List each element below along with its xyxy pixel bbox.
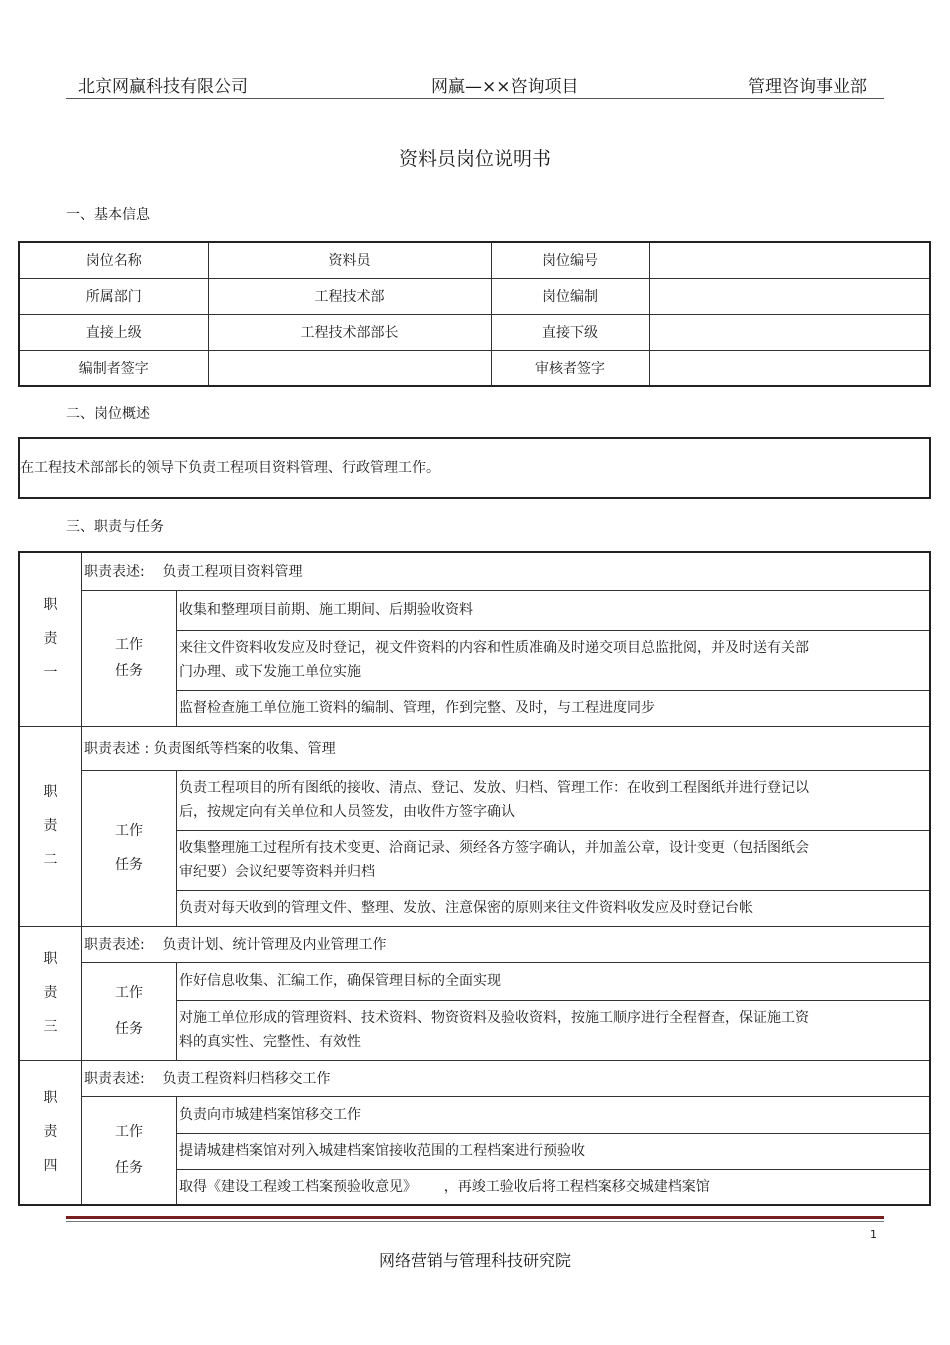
task-item [177, 830, 931, 890]
duties-table [18, 551, 931, 1206]
duty-number-char: 职 [43, 1090, 58, 1107]
task-label [82, 1096, 177, 1205]
task-item [177, 770, 931, 830]
task-label-line: 工作 [115, 985, 143, 1001]
duty-description [82, 552, 931, 590]
task-item [177, 590, 931, 630]
duty-description-label: 职责表述: [84, 564, 145, 581]
duty-number-char: 三 [43, 1019, 58, 1035]
task-text: 负责向市城建档案馆移交工作 [179, 1106, 361, 1123]
section-heading-duties: 三、职责与任务 [66, 519, 164, 535]
table-row [19, 770, 930, 830]
duty-number-char: 职 [43, 784, 58, 800]
table-row [19, 726, 930, 770]
duty-description-label: 职责表述 : [84, 741, 150, 757]
duty-description-label: 职责表述: [84, 1071, 145, 1087]
task-text: 取得《建设工程竣工档案预验收意见》 [179, 1178, 417, 1195]
page-title: 资料员岗位说明书 [398, 148, 551, 170]
table-row [19, 1096, 930, 1133]
duty-number-char: 责 [43, 631, 58, 648]
task-text: 对施工单位形成的管理资料、技术资料、物资资料及验收资料，按施工顺序进行全程督查，保证施工资 [179, 1010, 809, 1026]
task-item [177, 1169, 931, 1205]
table-row [19, 314, 930, 350]
table-cell: 岗位名称 [19, 242, 208, 278]
page-number: 1 [870, 1228, 877, 1241]
duty-number [19, 552, 82, 726]
table-cell: 工程技术部部长 [208, 314, 491, 350]
header-company: 北京网赢科技有限公司 [78, 77, 248, 97]
duty-description [82, 726, 931, 770]
table-cell: 岗位编制 [491, 278, 649, 314]
table-cell [649, 242, 930, 278]
header-rule [66, 98, 884, 99]
task-text: 收集整理施工过程所有技术变更、洽商记录、须经各方签字确认，并加盖公章，设计变更（包括图纸会 [179, 840, 809, 856]
task-label-line: 工作 [115, 823, 143, 839]
duty-number-char: 职 [43, 951, 58, 967]
table-cell [208, 350, 491, 386]
duty-number-char: 责 [43, 818, 58, 834]
overview-text: 在工程技术部部长的领导下负责工程项目资料管理、行政管理工作。 [20, 460, 440, 476]
task-text: 后，按规定向有关单位和人员签发，由收件方签字确认 [179, 804, 515, 820]
task-item [177, 630, 931, 690]
duty-number-char: 四 [43, 1158, 58, 1175]
task-label [82, 590, 177, 726]
duty-number [19, 726, 82, 926]
duty-number-char: 职 [43, 597, 58, 614]
duty-description-text: 负责工程资料归档移交工作 [162, 1071, 331, 1087]
task-item [177, 890, 931, 926]
table-row [19, 552, 930, 590]
task-text: 负责对每天收到的管理文件、整理、发放、注意保密的原则来往文件资料收发应及时登记台帐 [179, 900, 753, 916]
table-cell [649, 278, 930, 314]
section-heading-overview: 二、岗位概述 [66, 406, 150, 422]
task-text: 监督检查施工单位施工资料的编制、管理，作到完整、及时，与工程进度同步 [179, 700, 655, 716]
task-item [177, 962, 931, 1000]
task-label-line: 任务 [115, 663, 143, 679]
task-item [177, 690, 931, 726]
task-text: 收集和整理项目前期、施工期间、后期验收资料 [179, 602, 473, 618]
table-cell: 所属部门 [19, 278, 208, 314]
table-row [19, 962, 930, 1000]
table-row [19, 926, 930, 962]
task-item [177, 1000, 931, 1060]
duty-description-text: 负责工程项目资料管理 [162, 564, 303, 581]
task-label-line: 工作 [115, 637, 143, 653]
table-cell: 工程技术部 [208, 278, 491, 314]
header-department: 管理咨询事业部 [748, 77, 867, 97]
table-row [19, 350, 930, 386]
table-cell: 审核者签字 [491, 350, 649, 386]
table-row [19, 278, 930, 314]
duty-number-char: 责 [43, 1124, 58, 1141]
task-text: 来往文件资料收发应及时登记，视文件资料的内容和性质准确及时递交项目总监批阅，并及时送有关部 [179, 640, 809, 656]
overview-box [18, 437, 931, 499]
table-row [19, 590, 930, 630]
footer-rule [66, 1221, 884, 1222]
table-cell [649, 350, 930, 386]
table-cell: 编制者签字 [19, 350, 208, 386]
task-label [82, 962, 177, 1060]
table-row [19, 242, 930, 278]
table-cell: 直接上级 [19, 314, 208, 350]
section-heading-basic-info: 一、基本信息 [66, 207, 150, 223]
footer-organization: 网络营销与管理科技研究院 [378, 1251, 571, 1270]
task-label-line: 工作 [115, 1124, 143, 1141]
basic-info-table [18, 241, 931, 387]
footer-rule-accent [66, 1216, 884, 1219]
task-label-line: 任务 [115, 1160, 143, 1177]
task-text: 审纪要）会议纪要等资料并归档 [179, 864, 375, 880]
duty-number [19, 1060, 82, 1205]
table-row [19, 1060, 930, 1096]
task-item [177, 1096, 931, 1133]
task-label [82, 770, 177, 926]
table-cell: 资料员 [208, 242, 491, 278]
duty-description [82, 1060, 931, 1096]
duty-description-label: 职责表述: [84, 937, 145, 953]
duty-number [19, 926, 82, 1060]
task-text: 料的真实性、完整性、有效性 [179, 1034, 361, 1050]
duty-description-text: 负责计划、统计管理及内业管理工作 [162, 937, 387, 953]
table-cell: 岗位编号 [491, 242, 649, 278]
task-text: 作好信息收集、汇编工作，确保管理目标的全面实现 [179, 973, 501, 989]
duty-number-char: 二 [43, 852, 58, 868]
task-label-line: 任务 [115, 857, 143, 873]
table-cell: 直接下级 [491, 314, 649, 350]
header-project: 网赢—××咨询项目 [431, 77, 579, 97]
duty-description-text: 负责图纸等档案的收集、管理 [153, 741, 336, 757]
task-text: ，再竣工验收后将工程档案移交城建档案馆 [443, 1178, 710, 1195]
task-text: 门办理、或下发施工单位实施 [179, 664, 361, 680]
table-cell [649, 314, 930, 350]
duty-number-char: 责 [43, 985, 58, 1001]
duty-description [82, 926, 931, 962]
task-text: 提请城建档案馆对列入城建档案馆接收范围的工程档案进行预验收 [179, 1143, 585, 1159]
duty-number-char: 一 [43, 665, 58, 682]
task-text: 负责工程项目的所有图纸的接收、清点、登记、发放、归档、管理工作：在收到工程图纸并进行登记以 [179, 780, 809, 796]
task-label-line: 任务 [115, 1021, 143, 1037]
task-item [177, 1133, 931, 1169]
